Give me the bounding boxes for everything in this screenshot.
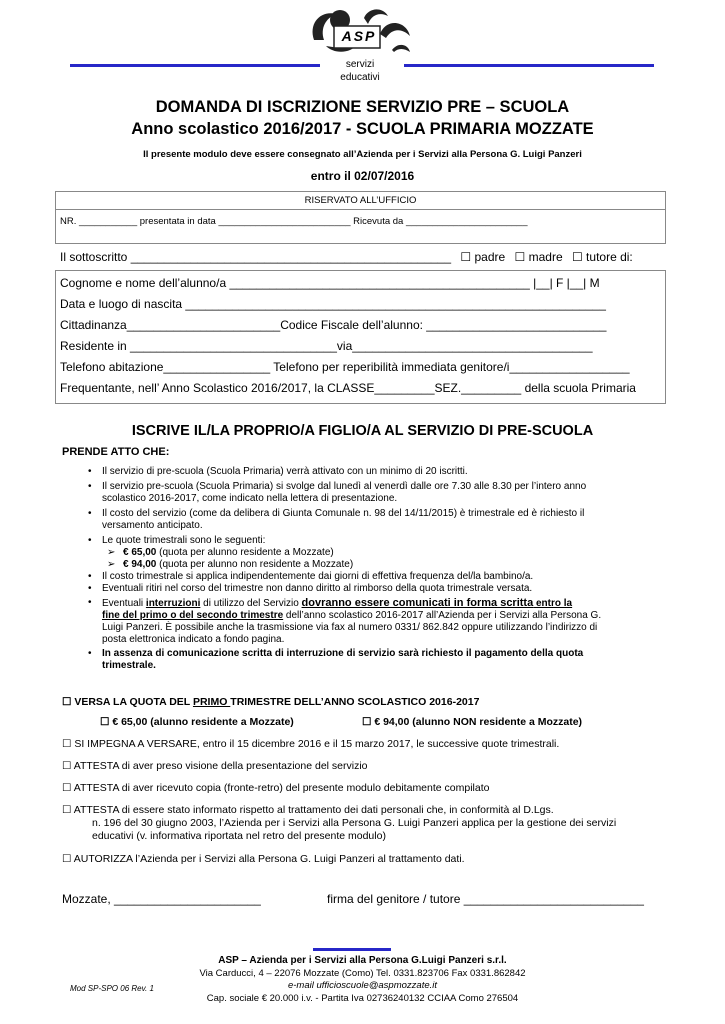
condition-item: • Le quote trimestrali sono le seguenti:: [88, 535, 266, 546]
form-residence[interactable]: Residente in _______________________________via____________________________________: [60, 339, 593, 353]
header-line-right: [404, 64, 654, 67]
footer-email[interactable]: e-mail ufficioscuole@aspmozzate.it: [287, 980, 438, 991]
pay-option-resident[interactable]: ☐ € 65,00 (alunno residente a Mozzate): [100, 716, 294, 728]
form-birth[interactable]: Data e luogo di nascita _______________________________________________________________: [60, 297, 606, 311]
subscriber-line: [60, 250, 670, 264]
section-heading: ISCRIVE IL/LA PROPRIO/A FIGLIO/A AL SERVIZIO DI PRE-SCUOLA: [131, 423, 594, 439]
condition-item: • Il servizio pre-scuola (Scuola Primaria) si svolge dal lunedì al venerdì dalle ore 7.30 alle 8.30 per l’intero anno scolastico 2016-2017, come indicato nella lettera di presentazione.: [88, 481, 587, 504]
logo-line-2: educativi: [340, 72, 380, 83]
footer-capital: Cap. sociale € 20.000 i.v. - Partita Iva 02736240132 CCIAA Como 276504: [206, 992, 519, 1004]
attest-copy-checkbox[interactable]: ☐ ATTESTA di aver ricevuto copia (fronte-retro) del presente modulo debitamente compilato: [62, 782, 490, 794]
conditions-list: [55, 466, 670, 672]
commit-checkbox[interactable]: ☐ SI IMPEGNA A VERSARE, entro il 15 dicembre 2016 e il 15 marzo 2017, le successive quote trimestrali.: [62, 738, 560, 750]
signature-parent[interactable]: firma del genitore / tutore ___________________________: [327, 892, 644, 906]
form-citizenship[interactable]: Cittadinanza_______________________Codice Fiscale dell’alunno: ___________________________: [60, 318, 607, 332]
fee-resident: ➢ € 65,00 (quota per alunno residente a Mozzate): [107, 547, 334, 558]
condition-item: • Il costo trimestrale si applica indipendentemente dai giorni di effettiva frequenza del/la bambino/a.: [88, 571, 534, 582]
pay-first-quarter[interactable]: ☐ VERSA LA QUOTA DEL PRIMO TRIMESTRE DELL’ANNO SCOLASTICO 2016-2017: [62, 696, 480, 708]
student-form: [55, 270, 666, 404]
logo-line-1: servizi: [345, 59, 375, 70]
footer-line: [313, 948, 391, 951]
header-line-left: [70, 64, 320, 67]
condition-item: • Eventuali interruzioni di utilizzo del Servizio dovranno essere comunicati in forma scritta entro la fine del primo o del secondo trimestre dell’anno scolastico 2016-2017 all’Azienda per i Servizi alla Persona G. Luigi Panzeri. È possibile anche la trasmissione via fax al numero 0331/ 862.842 oppure utilizzando l’indirizzo di posta elettronica indicato a fondo pagina.: [88, 597, 602, 645]
form-code: Mod SP-SPO 06 Rev. 1: [70, 984, 154, 993]
form-student-name[interactable]: Cognome e nome dell’alunno/a _____________________________________________ |__| F |__| M: [60, 276, 600, 290]
fee-nonresident: ➢ € 94,00 (quota per alunno non residente a Mozzate): [107, 559, 354, 570]
tutore-checkbox[interactable]: ☐ tutore di:: [571, 250, 633, 264]
attest-privacy-checkbox[interactable]: ☐ ATTESTA di essere stato informato rispetto al trattamento dei dati personali che, in conformità al D.Lgs. n. 196 del 30 giugno 2003, l’Azienda per i Servizi alla Persona G. Luigi Panzeri applica per la gestione dei servizi educativi (v. informativa riportata nel retro del presente modulo): [62, 804, 617, 842]
arrow-icon: ➢: [107, 547, 116, 558]
logo-text: ASP: [341, 28, 377, 44]
pay-option-nonresident[interactable]: ☐ € 94,00 (alunno NON residente a Mozzate): [362, 716, 583, 728]
deadline: entro il 02/07/2016: [310, 169, 415, 183]
title-line-2: Anno scolastico 2016/2017 - SCUOLA PRIMARIA MOZZATE: [131, 120, 594, 138]
office-row: NR. ___________ presentata in data _________________________ Ricevuta da _______________________: [60, 216, 528, 227]
condition-item: • In assenza di comunicazione scritta di interruzione di servizio sarà richiesto il pagamento della quota trimestrale.: [88, 648, 584, 671]
logo-subtitle: [300, 58, 420, 84]
condition-item: • Il costo del servizio (come da delibera di Giunta Comunale n. 98 del 14/11/2015) è trimestrale ed è richiesto il versamento anticipato.: [88, 508, 585, 531]
arrow-icon: ➢: [107, 559, 116, 570]
office-header: RISERVATO ALL’UFFICIO: [56, 192, 665, 210]
subscriber-label: Il sottoscritto ________________________________________________: [60, 250, 452, 264]
madre-checkbox[interactable]: ☐ madre: [514, 250, 563, 264]
footer-company: ASP – Azienda per i Servizi alla Persona G.Luigi Panzeri s.r.l.: [218, 955, 507, 966]
condition-item: • Il servizio di pre-scuola (Scuola Primaria) verrà attivato con un minimo di 20 iscritti.: [88, 466, 468, 477]
condition-item: • Eventuali ritiri nel corso del trimestre non danno diritto al rimborso della quota trimestrale versata.: [88, 583, 533, 594]
office-box: [55, 191, 666, 244]
authorize-checkbox[interactable]: ☐ AUTORIZZA l’Azienda per i Servizi alla Persona G. Luigi Panzeri al trattamento dati.: [62, 853, 465, 865]
attest-presentation-checkbox[interactable]: ☐ ATTESTA di aver preso visione della presentazione del servizio: [62, 760, 368, 772]
signature-place[interactable]: Mozzate, ______________________: [62, 892, 261, 906]
footer: [160, 955, 565, 1005]
title-line-1: DOMANDA DI ISCRIZIONE SERVIZIO PRE – SCUOLA: [155, 98, 570, 116]
title-note: Il presente modulo deve essere consegnato all’Azienda per i Servizi alla Persona G. Luigi Panzeri: [143, 149, 582, 160]
form-phone[interactable]: Telefono abitazione________________ Telefono per reperibilità immediata genitore/i__________________: [60, 360, 630, 374]
logo: [306, 4, 416, 58]
padre-checkbox[interactable]: ☐ padre: [460, 250, 506, 264]
footer-address: Via Carducci, 4 – 22076 Mozzate (Como) Tel. 0331.823706 Fax 0331.862842: [199, 967, 526, 979]
prende-atto: PRENDE ATTO CHE:: [62, 446, 170, 458]
form-class[interactable]: Frequentante, nell’ Anno Scolastico 2016/2017, la CLASSE_________SEZ._________ della scuola Primaria: [60, 381, 636, 395]
